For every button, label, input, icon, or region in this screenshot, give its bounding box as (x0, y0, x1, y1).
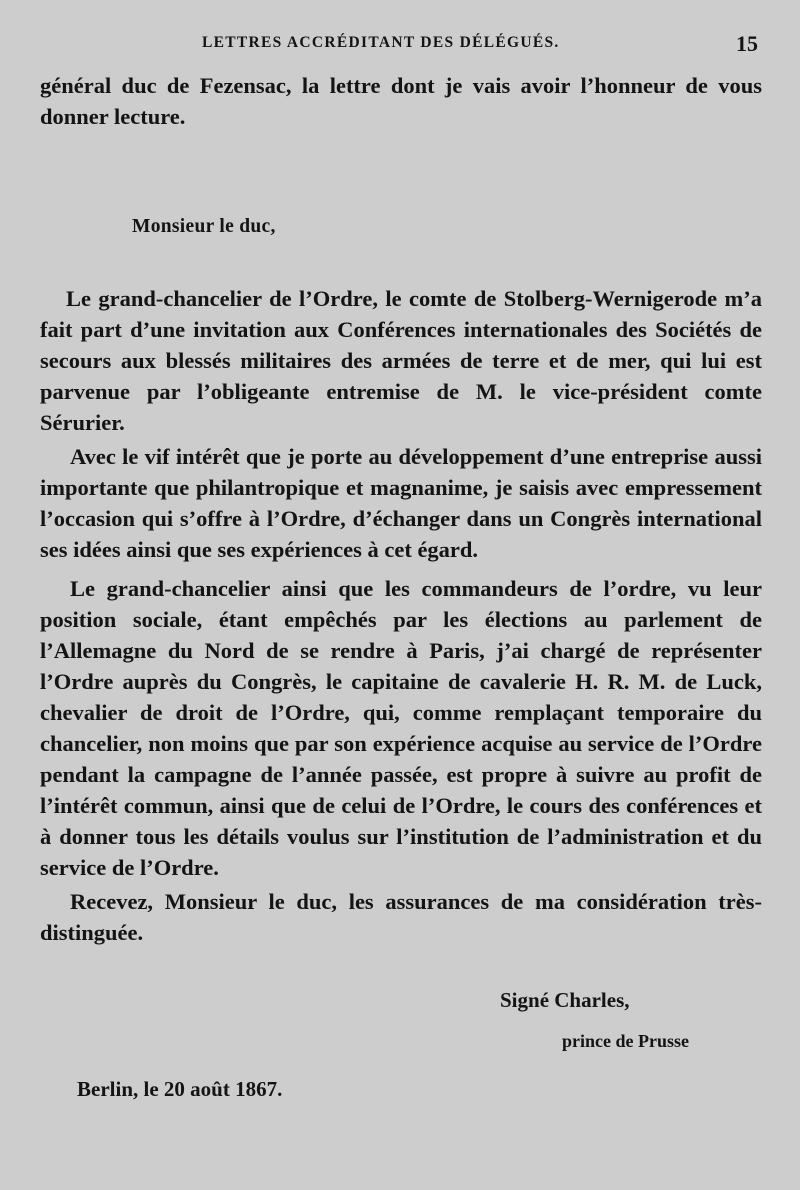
paragraph-text: Le grand-chancelier de l’Ordre, le comte de Stolberg-Wernigerode m’a fait part d’une invitation aux Conférences internationales des Sociétés de secours aux blessés militaires des armées de terre et de mer, qui lui est parvenue par l’obligeante entremise de M. le vice-président comte Sérurier. (40, 286, 762, 435)
letter-paragraph-2 (40, 441, 762, 565)
signatory-title: prince de Prusse (562, 1031, 689, 1051)
letter-paragraph-3 (40, 573, 762, 883)
dateline: Berlin, le 20 août 1867. (77, 1077, 283, 1101)
paragraph-text: Recevez, Monsieur le duc, les assurances de ma considération très-distinguée. (40, 889, 762, 945)
paragraph-text: Avec le vif intérêt que je porte au développement d’une entreprise aussi importante que philantropique et magnanime, je saisis avec empressement l’occasion qui s’offre à l’Ordre, d’échanger dans un Congrès international ses idées ainsi que ses expériences à cet égard. (40, 444, 762, 562)
letter-paragraph-1 (40, 283, 762, 438)
page-header (40, 31, 760, 58)
page-number: 15 (736, 31, 758, 56)
paragraph-text: Le grand-chancelier ainsi que les commandeurs de l’ordre, vu leur position sociale, étant empêchés par les élections au parlement de l’Allemagne du Nord de se rendre à Paris, j’ai chargé de représenter l’Ordre auprès du Congrès, le capitaine de cavalerie H. R. M. de Luck, chevalier de droit de l’Ordre, qui, comme remplaçant temporaire du chancelier, non moins que par son expérience acquise au service de l’Ordre pendant la campagne de l’année passée, est propre à suivre au profit de l’intérêt commun, ainsi que de celui de l’Ordre, le cours des conférences et à donner tous les détails voulus sur l’institution de l’administration et du service de l’Ordre. (40, 576, 762, 880)
intro-text (40, 70, 762, 132)
running-head: LETTRES ACCRÉDITANT DES DÉLÉGUÉS. (202, 34, 560, 51)
letter-paragraph-4 (40, 886, 762, 948)
signature-line: Signé Charles, (500, 988, 630, 1012)
intro-paragraph: général duc de Fezensac, la lettre dont je vais avoir l’honneur de vous donner lecture. (40, 73, 762, 129)
letter-salutation: Monsieur le duc, (132, 216, 276, 237)
